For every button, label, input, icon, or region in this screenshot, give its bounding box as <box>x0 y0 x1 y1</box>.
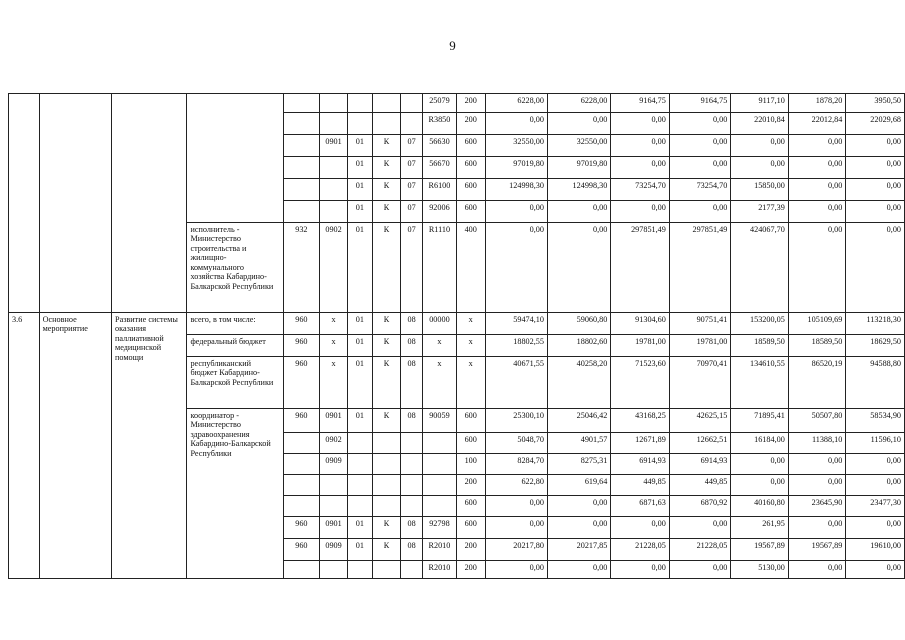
ce-cell: 08 <box>401 409 423 433</box>
cel-cell <box>423 454 457 475</box>
amount-cell: 58534,90 <box>846 409 905 433</box>
pr-cell: 01 <box>347 409 372 433</box>
amount-cell: 0,00 <box>611 157 670 179</box>
amount-cell: 0,00 <box>788 135 846 157</box>
vr-cell: х <box>456 313 485 335</box>
vr-cell: 100 <box>456 454 485 475</box>
amount-cell: 8275,31 <box>547 454 610 475</box>
k-cell: К <box>372 335 401 357</box>
grbs-cell <box>283 496 320 517</box>
amount-cell: 0,00 <box>846 223 905 313</box>
pr-cell <box>347 433 372 454</box>
amount-cell: 15850,00 <box>731 179 789 201</box>
rz-cell: 0901 <box>320 135 348 157</box>
amount-cell: 0,00 <box>547 496 610 517</box>
amount-cell: 42625,15 <box>669 409 730 433</box>
amount-cell: 113218,30 <box>846 313 905 335</box>
rz-cell: 0901 <box>320 517 348 539</box>
amount-cell: 0,00 <box>669 517 730 539</box>
cel-cell: 56670 <box>423 157 457 179</box>
amount-cell: 0,00 <box>731 454 789 475</box>
amount-cell: 9117,10 <box>731 94 789 113</box>
cel-cell: 90059 <box>423 409 457 433</box>
k-cell <box>372 433 401 454</box>
vr-cell: 600 <box>456 157 485 179</box>
amount-cell: 297851,49 <box>669 223 730 313</box>
amount-cell: 0,00 <box>611 113 670 135</box>
amount-cell: 0,00 <box>788 223 846 313</box>
amount-cell: 23645,90 <box>788 496 846 517</box>
rz-cell <box>320 475 348 496</box>
vr-cell: 200 <box>456 94 485 113</box>
ce-cell <box>401 433 423 454</box>
amount-cell: 124998,30 <box>547 179 610 201</box>
k-cell: К <box>372 357 401 409</box>
amount-cell: 0,00 <box>547 517 610 539</box>
grbs-cell <box>283 475 320 496</box>
coordinator-cell: координатор - Министерство здравоохранения Кабардино-Балкарской Республики <box>187 409 283 579</box>
cel-cell: R3850 <box>423 113 457 135</box>
vr-cell: х <box>456 357 485 409</box>
amount-cell: 0,00 <box>788 561 846 579</box>
cel-cell: R6100 <box>423 179 457 201</box>
amount-cell: 19781,00 <box>611 335 670 357</box>
amount-cell: 6870,92 <box>669 496 730 517</box>
amount-cell: 32550,00 <box>485 135 547 157</box>
amount-cell: 0,00 <box>611 517 670 539</box>
amount-cell: 619,64 <box>547 475 610 496</box>
vr-cell: 600 <box>456 201 485 223</box>
rz-cell <box>320 157 348 179</box>
title-cell-empty <box>112 94 187 313</box>
grbs-cell: 960 <box>283 539 320 561</box>
vr-cell: 600 <box>456 496 485 517</box>
vr-cell: 200 <box>456 561 485 579</box>
amount-cell: 0,00 <box>485 561 547 579</box>
pr-cell: 01 <box>347 201 372 223</box>
amount-cell: 0,00 <box>611 201 670 223</box>
amount-cell: 73254,70 <box>611 179 670 201</box>
amount-cell: 0,00 <box>788 179 846 201</box>
amount-cell: 6914,93 <box>669 454 730 475</box>
amount-cell: 19781,00 <box>669 335 730 357</box>
grbs-cell <box>283 157 320 179</box>
amount-cell: 9164,75 <box>611 94 670 113</box>
amount-cell: 2177,39 <box>731 201 789 223</box>
amount-cell: 22012,84 <box>788 113 846 135</box>
amount-cell: 0,00 <box>547 113 610 135</box>
amount-cell: 0,00 <box>485 517 547 539</box>
amount-cell: 0,00 <box>846 201 905 223</box>
kind-cell-empty <box>39 94 111 313</box>
pr-cell <box>347 561 372 579</box>
cel-cell: 00000 <box>423 313 457 335</box>
amount-cell: 0,00 <box>846 157 905 179</box>
vr-cell: 600 <box>456 135 485 157</box>
cel-cell: х <box>423 335 457 357</box>
k-cell: К <box>372 409 401 433</box>
ce-cell: 07 <box>401 135 423 157</box>
amount-cell: 23477,30 <box>846 496 905 517</box>
amount-cell: 0,00 <box>846 135 905 157</box>
amount-cell: 261,95 <box>731 517 789 539</box>
k-cell <box>372 561 401 579</box>
source-label: всего, в том числе: <box>187 313 283 335</box>
rz-cell: 0902 <box>320 433 348 454</box>
amount-cell: 40258,20 <box>547 357 610 409</box>
amount-cell: 4901,57 <box>547 433 610 454</box>
amount-cell: 5048,70 <box>485 433 547 454</box>
rz-cell: 0902 <box>320 223 348 313</box>
row-number: 3.6 <box>9 313 40 579</box>
rz-cell: 0909 <box>320 539 348 561</box>
amount-cell: 105109,69 <box>788 313 846 335</box>
amount-cell: 90751,41 <box>669 313 730 335</box>
pr-cell: 01 <box>347 179 372 201</box>
row-title: Развитие системы оказания паллиативной медицинской помощи <box>112 313 187 579</box>
amount-cell: 11596,10 <box>846 433 905 454</box>
amount-cell: 0,00 <box>846 475 905 496</box>
amount-cell: 0,00 <box>788 201 846 223</box>
vr-cell: 200 <box>456 539 485 561</box>
k-cell: К <box>372 223 401 313</box>
amount-cell: 86520,19 <box>788 357 846 409</box>
amount-cell: 0,00 <box>669 201 730 223</box>
pr-cell: 01 <box>347 313 372 335</box>
table-body <box>9 94 905 579</box>
vr-cell: 600 <box>456 179 485 201</box>
pr-cell: 01 <box>347 223 372 313</box>
amount-cell: 0,00 <box>788 517 846 539</box>
grbs-cell: 960 <box>283 335 320 357</box>
k-cell <box>372 496 401 517</box>
amount-cell: 0,00 <box>788 157 846 179</box>
pr-cell: 01 <box>347 539 372 561</box>
ce-cell <box>401 454 423 475</box>
amount-cell: 25300,10 <box>485 409 547 433</box>
amount-cell: 6228,00 <box>485 94 547 113</box>
amount-cell: 0,00 <box>669 135 730 157</box>
amount-cell: 9164,75 <box>669 94 730 113</box>
grbs-cell <box>283 94 320 113</box>
k-cell: К <box>372 157 401 179</box>
amount-cell: 70970,41 <box>669 357 730 409</box>
amount-cell: 18589,50 <box>731 335 789 357</box>
amount-cell: 3950,50 <box>846 94 905 113</box>
amount-cell: 71895,41 <box>731 409 789 433</box>
rz-cell: х <box>320 357 348 409</box>
vr-cell: 600 <box>456 409 485 433</box>
amount-cell: 0,00 <box>788 475 846 496</box>
amount-cell: 8284,70 <box>485 454 547 475</box>
amount-cell: 622,80 <box>485 475 547 496</box>
amount-cell: 94588,80 <box>846 357 905 409</box>
amount-cell: 59060,80 <box>547 313 610 335</box>
amount-cell: 19567,89 <box>788 539 846 561</box>
amount-cell: 1878,20 <box>788 94 846 113</box>
amount-cell: 20217,80 <box>485 539 547 561</box>
amount-cell: 0,00 <box>731 157 789 179</box>
grbs-cell <box>283 561 320 579</box>
amount-cell: 0,00 <box>846 454 905 475</box>
grbs-cell <box>283 201 320 223</box>
vr-cell: 400 <box>456 223 485 313</box>
rz-cell: х <box>320 335 348 357</box>
amount-cell: 16184,00 <box>731 433 789 454</box>
amount-cell: 0,00 <box>485 496 547 517</box>
amount-cell: 71523,60 <box>611 357 670 409</box>
vr-cell: 200 <box>456 113 485 135</box>
amount-cell: 5130,00 <box>731 561 789 579</box>
page-number: 9 <box>449 38 456 53</box>
amount-cell: 134610,55 <box>731 357 789 409</box>
amount-cell: 25046,42 <box>547 409 610 433</box>
pr-cell: 01 <box>347 157 372 179</box>
rz-cell <box>320 561 348 579</box>
amount-cell: 0,00 <box>669 157 730 179</box>
amount-cell: 22010,84 <box>731 113 789 135</box>
amount-cell: 32550,00 <box>547 135 610 157</box>
amount-cell: 0,00 <box>788 454 846 475</box>
amount-cell: 12671,89 <box>611 433 670 454</box>
ce-cell: 08 <box>401 517 423 539</box>
grbs-cell: 932 <box>283 223 320 313</box>
cel-cell: 92006 <box>423 201 457 223</box>
amount-cell: 0,00 <box>669 561 730 579</box>
rz-cell <box>320 496 348 517</box>
k-cell <box>372 454 401 475</box>
amount-cell: 153200,05 <box>731 313 789 335</box>
amount-cell: 40671,55 <box>485 357 547 409</box>
ce-cell: 08 <box>401 335 423 357</box>
amount-cell: 0,00 <box>611 135 670 157</box>
pr-cell <box>347 496 372 517</box>
rz-cell: 0901 <box>320 409 348 433</box>
pr-cell: 01 <box>347 517 372 539</box>
table-row <box>9 313 905 335</box>
amount-cell: 20217,85 <box>547 539 610 561</box>
cel-cell: R2010 <box>423 539 457 561</box>
amount-cell: 43168,25 <box>611 409 670 433</box>
vr-cell: 200 <box>456 475 485 496</box>
executor-cell: исполнитель - Министерство строительства и жилищно-коммунального хозяйства Кабардино-Балкарской Республики <box>187 223 283 313</box>
k-cell: К <box>372 135 401 157</box>
amount-cell: 59474,10 <box>485 313 547 335</box>
amount-cell: 21228,05 <box>611 539 670 561</box>
amount-cell: 97019,80 <box>485 157 547 179</box>
cel-cell <box>423 496 457 517</box>
cel-cell: 56630 <box>423 135 457 157</box>
grbs-cell <box>283 113 320 135</box>
grbs-cell: 960 <box>283 517 320 539</box>
amount-cell: 6228,00 <box>547 94 610 113</box>
amount-cell: 297851,49 <box>611 223 670 313</box>
source-label: федеральный бюджет <box>187 335 283 357</box>
amount-cell: 0,00 <box>485 201 547 223</box>
pr-cell <box>347 94 372 113</box>
source-label: республиканский бюджет Кабардино-Балкарской Республики <box>187 357 283 409</box>
k-cell: К <box>372 179 401 201</box>
ce-cell: 07 <box>401 179 423 201</box>
vr-cell: х <box>456 335 485 357</box>
amount-cell: 40160,80 <box>731 496 789 517</box>
rz-cell <box>320 113 348 135</box>
pr-cell: 01 <box>347 135 372 157</box>
amount-cell: 0,00 <box>547 561 610 579</box>
amount-cell: 0,00 <box>611 561 670 579</box>
cel-cell <box>423 433 457 454</box>
cel-cell: х <box>423 357 457 409</box>
amount-cell: 50507,80 <box>788 409 846 433</box>
amount-cell: 22029,68 <box>846 113 905 135</box>
amount-cell: 12662,51 <box>669 433 730 454</box>
table-row <box>9 94 905 113</box>
amount-cell: 18802,55 <box>485 335 547 357</box>
grbs-cell: 960 <box>283 409 320 433</box>
grbs-cell <box>283 454 320 475</box>
k-cell <box>372 475 401 496</box>
cel-cell: 25079 <box>423 94 457 113</box>
rz-cell: 0909 <box>320 454 348 475</box>
amount-cell: 6914,93 <box>611 454 670 475</box>
amount-cell: 0,00 <box>731 475 789 496</box>
grbs-cell: 960 <box>283 357 320 409</box>
amount-cell: 18802,60 <box>547 335 610 357</box>
ce-cell <box>401 496 423 517</box>
rz-cell: х <box>320 313 348 335</box>
k-cell <box>372 94 401 113</box>
amount-cell: 18589,50 <box>788 335 846 357</box>
ce-cell: 07 <box>401 157 423 179</box>
ce-cell: 08 <box>401 539 423 561</box>
row-kind: Основное мероприятие <box>39 313 111 579</box>
k-cell: К <box>372 517 401 539</box>
rz-cell <box>320 201 348 223</box>
amount-cell: 0,00 <box>846 561 905 579</box>
k-cell: К <box>372 539 401 561</box>
amount-cell: 0,00 <box>547 201 610 223</box>
amount-cell: 73254,70 <box>669 179 730 201</box>
amount-cell: 0,00 <box>846 179 905 201</box>
cel-cell: R2010 <box>423 561 457 579</box>
amount-cell: 6871,63 <box>611 496 670 517</box>
amount-cell: 0,00 <box>547 223 610 313</box>
ce-cell: 08 <box>401 357 423 409</box>
amount-cell: 449,85 <box>611 475 670 496</box>
ce-cell <box>401 94 423 113</box>
budget-table <box>8 93 905 579</box>
amount-cell: 19567,89 <box>731 539 789 561</box>
amount-cell: 449,85 <box>669 475 730 496</box>
k-cell <box>372 113 401 135</box>
amount-cell: 21228,05 <box>669 539 730 561</box>
amount-cell: 18629,50 <box>846 335 905 357</box>
amount-cell: 0,00 <box>485 113 547 135</box>
ce-cell: 08 <box>401 313 423 335</box>
num-cell-empty <box>9 94 40 313</box>
amount-cell: 19610,00 <box>846 539 905 561</box>
pr-cell <box>347 475 372 496</box>
cel-cell: 92798 <box>423 517 457 539</box>
cel-cell: R1110 <box>423 223 457 313</box>
vr-cell: 600 <box>456 517 485 539</box>
pr-cell: 01 <box>347 335 372 357</box>
amount-cell: 0,00 <box>669 113 730 135</box>
k-cell: К <box>372 313 401 335</box>
rz-cell <box>320 94 348 113</box>
amount-cell: 0,00 <box>731 135 789 157</box>
grbs-cell <box>283 135 320 157</box>
ce-cell <box>401 561 423 579</box>
amount-cell: 424067,70 <box>731 223 789 313</box>
grbs-cell <box>283 179 320 201</box>
pr-cell: 01 <box>347 357 372 409</box>
pr-cell <box>347 113 372 135</box>
cel-cell <box>423 475 457 496</box>
executor-cell-empty <box>187 94 283 223</box>
ce-cell: 07 <box>401 223 423 313</box>
amount-cell: 11388,10 <box>788 433 846 454</box>
amount-cell: 124998,30 <box>485 179 547 201</box>
amount-cell: 91304,60 <box>611 313 670 335</box>
pr-cell <box>347 454 372 475</box>
amount-cell: 0,00 <box>485 223 547 313</box>
grbs-cell: 960 <box>283 313 320 335</box>
k-cell: К <box>372 201 401 223</box>
ce-cell <box>401 113 423 135</box>
rz-cell <box>320 179 348 201</box>
grbs-cell <box>283 433 320 454</box>
amount-cell: 97019,80 <box>547 157 610 179</box>
ce-cell <box>401 475 423 496</box>
amount-cell: 0,00 <box>846 517 905 539</box>
vr-cell: 600 <box>456 433 485 454</box>
ce-cell: 07 <box>401 201 423 223</box>
